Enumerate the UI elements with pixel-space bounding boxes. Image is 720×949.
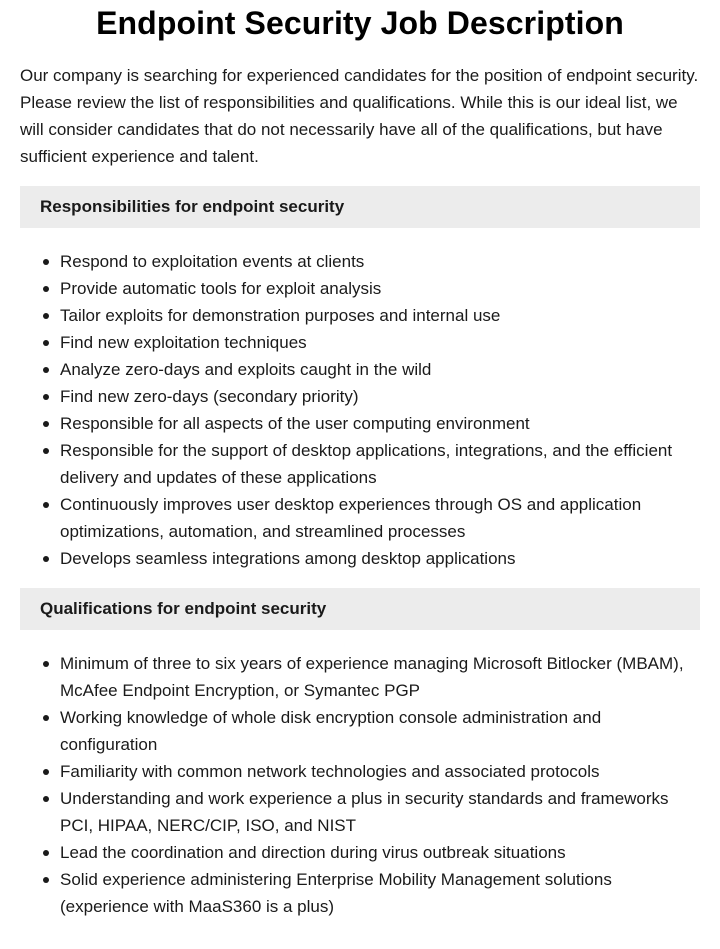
bullet-icon — [43, 286, 49, 292]
bullet-icon — [43, 340, 49, 346]
bullet-icon — [43, 367, 49, 373]
qualification-item — [20, 650, 700, 704]
responsibility-item — [20, 383, 700, 410]
responsibilities-list — [20, 248, 700, 572]
responsibility-text: Responsible for the support of desktop applications, integrations, and the efficient delivery and updates of these applications — [60, 441, 673, 487]
qualification-text: Lead the coordination and direction during virus outbreak situations — [60, 843, 566, 862]
bullet-icon — [43, 421, 49, 427]
responsibility-item — [20, 329, 700, 356]
responsibility-item — [20, 545, 700, 572]
qualification-text: Solid experience administering Enterprise Mobility Management solutions (experience with MaaS360 is a plus) — [60, 870, 612, 916]
qualification-text: Working knowledge of whole disk encryption console administration and configuration — [60, 708, 602, 754]
bullet-icon — [43, 259, 49, 265]
responsibility-item — [20, 275, 700, 302]
responsibility-item — [20, 437, 700, 491]
qualification-item — [20, 704, 700, 758]
bullet-icon — [43, 502, 49, 508]
responsibility-text: Respond to exploitation events at clients — [60, 252, 365, 271]
qualifications-heading: Qualifications for endpoint security — [20, 588, 700, 630]
qualification-text: Minimum of three to six years of experience managing Microsoft Bitlocker (MBAM), McAfee Endpoint Encryption, or Symantec PGP — [60, 654, 684, 700]
responsibility-text: Find new exploitation techniques — [60, 333, 307, 352]
bullet-icon — [43, 769, 49, 775]
bullet-icon — [43, 394, 49, 400]
bullet-icon — [43, 448, 49, 454]
responsibility-item — [20, 356, 700, 383]
bullet-icon — [43, 313, 49, 319]
responsibility-text: Tailor exploits for demonstration purposes and internal use — [60, 306, 501, 325]
bullet-icon — [43, 556, 49, 562]
responsibility-text: Responsible for all aspects of the user computing environment — [60, 414, 530, 433]
responsibilities-heading: Responsibilities for endpoint security — [20, 186, 700, 228]
intro-paragraph: Our company is searching for experienced candidates for the position of endpoint security. Please review the list of responsibilities and qualifications. While this is our ideal list, we will consider candidates that do not necessarily have all of the qualifications, but have sufficient experience and talent. — [20, 66, 699, 166]
responsibility-text: Develops seamless integrations among desktop applications — [60, 549, 516, 568]
qualification-text: Familiarity with common network technologies and associated protocols — [60, 762, 600, 781]
qualification-item — [20, 839, 700, 866]
qualification-item — [20, 785, 700, 839]
page-title: Endpoint Security Job Description — [96, 5, 624, 41]
responsibility-item — [20, 410, 700, 437]
qualifications-list — [20, 650, 700, 920]
bullet-icon — [43, 877, 49, 883]
bullet-icon — [43, 796, 49, 802]
bullet-icon — [43, 850, 49, 856]
responsibility-text: Continuously improves user desktop experiences through OS and application optimizations, automation, and streamlined processes — [60, 495, 642, 541]
responsibility-item — [20, 491, 700, 545]
responsibility-item — [20, 248, 700, 275]
responsibility-text: Find new zero-days (secondary priority) — [60, 387, 359, 406]
qualification-text: Understanding and work experience a plus in security standards and frameworks PCI, HIPAA, NERC/CIP, ISO, and NIST — [60, 789, 669, 835]
bullet-icon — [43, 661, 49, 667]
bullet-icon — [43, 715, 49, 721]
responsibility-text: Analyze zero-days and exploits caught in the wild — [60, 360, 432, 379]
responsibility-item — [20, 302, 700, 329]
responsibility-text: Provide automatic tools for exploit analysis — [60, 279, 382, 298]
qualification-item — [20, 758, 700, 785]
qualification-item — [20, 866, 700, 920]
